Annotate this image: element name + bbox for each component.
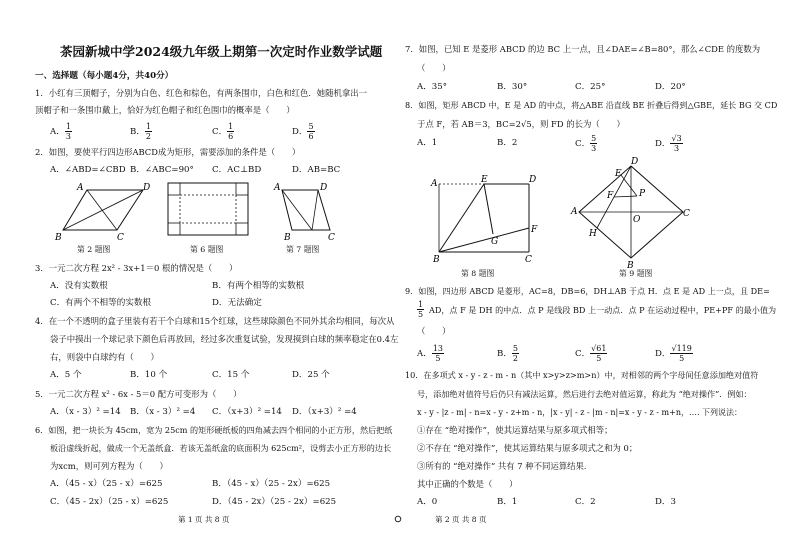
fig9-label-c: C: [683, 209, 690, 219]
q10-statement-1: ①存在 “绝对操作”，使其运算结果与原多项式相等；: [417, 425, 613, 435]
q6-line3: 为xcm，则可列方程为（ ）: [50, 461, 168, 471]
q9-line3: （ ）: [417, 326, 451, 336]
fig9-label-h: H: [589, 229, 597, 239]
q4-option-b: B．10 个: [130, 370, 168, 380]
exam-title: 茶园新城中学2024级九年级上期第一次定时作业数学试题: [60, 44, 383, 59]
q7-option-d: D．20°: [655, 82, 686, 92]
figure-q6-box-net: [167, 182, 251, 238]
q6-option-d: D．（45 - 2x）（25 - 2x）=625: [212, 497, 337, 507]
q5-option-d: D．（x+3）² =4: [292, 407, 357, 417]
q8-line2: 于点 F，若 AB＝3，BC=2√5，则 FD 的长为（ ）: [417, 119, 625, 129]
q10-option-a: A．0: [417, 497, 438, 507]
q3-option-b: B．有两个相等的实数根: [212, 281, 305, 291]
q4-option-c: C．15 个: [212, 370, 250, 380]
q2-option-a: A．∠ABD=∠CBD: [50, 165, 126, 175]
q4-line1: 4．在一个不透明的盒子里装有若干个白球和15个红球，这些球除颜色不同外其余均相同，每次从: [35, 316, 395, 326]
q7-option-b: B．30°: [497, 82, 528, 92]
q10-option-c: C．2: [575, 497, 596, 507]
q1-line1: 1．小红有三顶帽子，分别为白色、红色和棕色，有两条围巾，白色和红色．她随机拿出一: [35, 88, 367, 98]
fig9-label-d: D: [631, 157, 639, 167]
fig7-label-b: B: [284, 233, 291, 243]
q5-option-a: A．（x - 3）² =14: [50, 407, 121, 417]
q5-option-b: B．（x - 3）² =4: [130, 407, 196, 417]
q8-line1: 8．如图，矩形 ABCD 中，E 是 AD 的中点，将△ABE 沿直线 BE 折叠后得到△GBE，延长 BG 交 CD: [405, 100, 778, 110]
q5-line1: 5．一元二次方程 x² - 6x - 5＝0 配方可变形为（ ）: [35, 389, 242, 399]
section-heading: 一、选择题（每小题4分，共40分）: [35, 71, 174, 81]
q8-option-c: C． $\frac{5}{3}$: [575, 134, 597, 153]
q3-option-c: C．有两个不相等的实数根: [50, 298, 152, 308]
fig7-caption: 第 7 题图: [286, 245, 320, 254]
q2-option-b: B．∠ABC=90°: [130, 165, 194, 175]
q8-option-a: A．1: [417, 138, 438, 148]
fig9-label-o: O: [633, 215, 641, 225]
q9-option-b: B． $\frac{5}{2}$: [497, 344, 519, 363]
figure-q9-rhombus: [571, 157, 690, 271]
q4-option-a: A．5 个: [50, 370, 82, 380]
fig2-label-d: D: [143, 183, 151, 193]
q9-option-d: D． $\frac{√119}{5}$: [655, 344, 692, 363]
q6-option-c: C．（45 - 2x）（25 - x）=625: [50, 497, 169, 507]
q10-statement-3: ③所有的 “绝对操作” 共有 7 种不同运算结果．: [417, 461, 593, 471]
fig9-label-f: F: [607, 191, 614, 201]
fig8-caption: 第 8 题图: [461, 269, 495, 278]
fig8-label-e: E: [481, 175, 488, 185]
fig2-label-b: B: [55, 233, 62, 243]
fig9-label-e: E: [615, 169, 622, 179]
q1-option-d: D． $\frac{5}{6}$: [292, 122, 314, 141]
q2-option-d: D．AB=BC: [292, 165, 341, 175]
q4-option-d: D．25 个: [292, 370, 330, 380]
fig2-label-a: A: [77, 183, 84, 193]
q1-option-b: B． $\frac{1}{2}$: [130, 122, 152, 141]
fig8-label-d: D: [529, 175, 537, 185]
fig8-label-b: B: [433, 255, 440, 265]
fig9-label-b: B: [627, 261, 634, 271]
fig8-label-f: F: [531, 225, 538, 235]
q2-line1: 2．如图，要使平行四边形ABCD成为矩形，需要添加的条件是（ ）: [35, 147, 301, 157]
q10-line4: 其中正确的个数是（ ）: [417, 479, 518, 489]
q10-line2: 号，添加绝对值符号后仍只有减法运算，然后进行去绝对值运算，称此为 “绝对操作”．例如：: [417, 389, 752, 399]
q4-line3: 右，则袋中白球约有（ ）: [50, 352, 159, 362]
figure-q7-rhombus: [268, 180, 338, 242]
q7-option-c: C．25°: [575, 82, 606, 92]
fig2-label-c: C: [117, 233, 124, 243]
page-right: [397, 0, 794, 560]
fig7-label-c: C: [328, 233, 335, 243]
q6-line2: 板沿虚线折起，做成一个无盖纸盒．若该无盖纸盒的底面积为 625cm²，设剪去小正方形的边长: [50, 443, 392, 453]
q10-line3: x - y - |z - m| - n=x - y - z+m - n，|x - y| - z - |m - n|=x - y - z - m+n，…. 下列说法：: [417, 408, 743, 417]
fig2-caption: 第 2 题图: [77, 245, 111, 254]
q6-option-a: A．（45 - x）（25 - x）=625: [50, 479, 163, 489]
q10-option-d: D．3: [655, 497, 676, 507]
q9-fraction: $\frac{1}{5}$: [418, 300, 424, 319]
q6-line1: 6．如图，把一块长为 45cm，宽为 25cm 的矩形硬纸板的四角减去四个相同的小正方形，然后把纸: [35, 425, 393, 435]
q6-option-b: B．（45 - x）（25 - 2x）=625: [212, 479, 331, 489]
q10-option-b: B．1: [497, 497, 518, 507]
q7-line1: 7．如图，已知 E 是菱形 ABCD 的边 BC 上一点，且∠DAE=∠B=80°，那么∠CDE 的度数为: [405, 44, 761, 54]
q3-option-d: D．无法确定: [212, 298, 262, 308]
q1-option-c: C． $\frac{1}{6}$: [212, 122, 234, 141]
q9-line2: AD，点 F 是 DH 的中点．点 P 是线段 BD 上一动点．点 P 在运动过程中，PE+PF 的最小值为: [429, 305, 777, 315]
fig6-caption: 第 6 题图: [190, 245, 224, 254]
fig8-label-c: C: [525, 255, 532, 265]
q10-line1: 10．在多项式 x - y - z - m - n（其中 x>y>z>m>n）中，对相邻的两个字母间任意添加绝对值符: [405, 370, 759, 380]
fig9-caption: 第 9 题图: [619, 269, 653, 278]
q1-option-a: A． $\frac{1}{3}$: [50, 122, 71, 141]
q10-statement-2: ②不存在 “绝对操作”，使其运算结果与原多项式之和为 0；: [417, 443, 638, 453]
fig8-label-g: G: [491, 237, 499, 247]
q7-option-a: A．35°: [417, 82, 448, 92]
q3-line1: 3．一元二次方程 2x² - 3x+1＝0 根的情况是（ ）: [35, 263, 238, 273]
q9-option-c: C． $\frac{√61}{5}$: [575, 344, 607, 363]
q1-line2: 顶帽子和一条围巾戴上，恰好为红色帽子和红色围巾的概率是（ ）: [35, 105, 295, 115]
q9-option-a: A． $\frac{13}{5}$: [417, 344, 443, 363]
fig7-label-d: D: [320, 183, 328, 193]
fig9-label-p: P: [639, 189, 646, 199]
footer-right-page-number: 第 2 页 共 8 页: [435, 515, 487, 524]
q4-line2: 袋子中摸出一个球记录下颜色后再放回，经过多次重复试验，发现摸到白球的频率稳定在0.4左: [50, 334, 399, 344]
footer-left-page-number: 第 1 页 共 8 页: [178, 515, 230, 524]
q7-line2: （ ）: [417, 63, 451, 73]
figure-q2-parallelogram: [55, 180, 151, 243]
fig9-label-a: A: [571, 207, 578, 217]
q8-option-b: B．2: [497, 138, 518, 148]
q3-option-a: A．没有实数根: [50, 281, 108, 291]
fig8-label-a: A: [431, 179, 438, 189]
figure-q8-rectangle-fold: [429, 176, 541, 264]
q5-option-c: C．（x+3）² =14: [212, 407, 282, 417]
q8-option-d: D． $\frac{√3}{3}$: [655, 134, 682, 153]
fig7-label-a: A: [274, 183, 281, 193]
q2-option-c: C．AC⊥BD: [212, 165, 262, 175]
q9-line1: 9．如图，四边形 ABCD 是菱形，AC=8，DB=6，DH⊥AB 于点 H．点 E 是 AD 上一点，且 DE=: [405, 286, 770, 296]
